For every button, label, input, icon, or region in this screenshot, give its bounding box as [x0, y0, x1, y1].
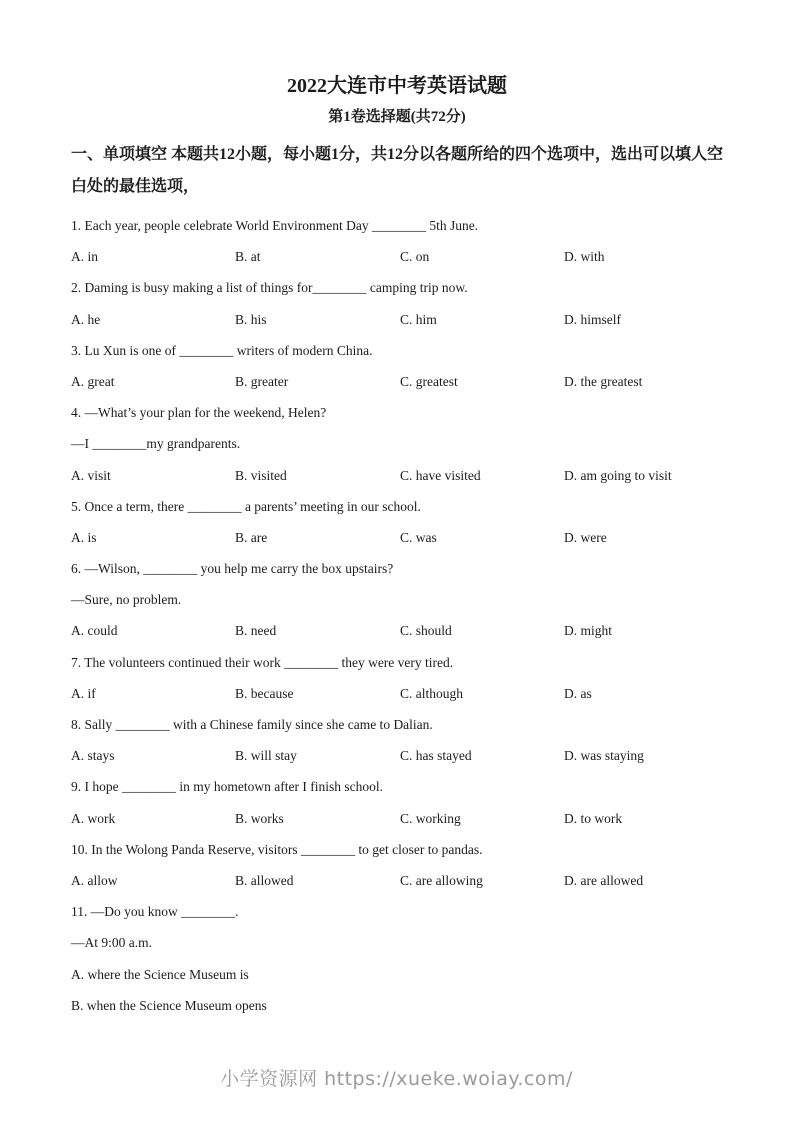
question-5-option-b: B. are — [235, 529, 268, 545]
question-1 — [71, 210, 723, 272]
question-9-option-d: D. to work — [564, 810, 623, 826]
question-10-option-b: B. allowed — [235, 872, 294, 888]
question-6-option-a: A. could — [71, 623, 118, 639]
question-11-text: 11. —Do you know ________. — [71, 904, 239, 920]
question-4-option-b: B. visited — [235, 467, 287, 483]
question-6 — [71, 553, 723, 647]
question-2-option-d: D. himself — [564, 311, 621, 327]
question-2-option-b: B. his — [235, 311, 267, 327]
question-10-option-c: C. are allowing — [400, 872, 483, 888]
question-1-options — [71, 241, 723, 272]
question-11-option-a: A. where the Science Museum is — [71, 966, 249, 982]
question-9-option-a: A. work — [71, 810, 116, 826]
question-4-option-c: C. have visited — [400, 467, 481, 483]
question-11-text-2: —At 9:00 a.m. — [71, 935, 152, 951]
question-4-text-2: —I ________my grandparents. — [71, 436, 241, 452]
question-8-option-b: B. will stay — [235, 748, 297, 764]
question-8-option-d: D. was staying — [564, 748, 644, 764]
question-5 — [71, 491, 723, 553]
question-4 — [71, 397, 723, 491]
question-1-option-d: D. with — [564, 249, 605, 265]
question-7-option-c: C. although — [400, 685, 463, 701]
question-1-option-c: C. on — [400, 249, 430, 265]
question-7-text: 7. The volunteers continued their work ________ they were very tired. — [71, 654, 454, 670]
question-8-options — [71, 740, 723, 771]
question-3-text: 3. Lu Xun is one of ________ writers of modern China. — [71, 342, 373, 358]
question-6-option-b: B. need — [235, 623, 277, 639]
question-6-options — [71, 615, 723, 646]
question-2-option-a: A. he — [71, 311, 101, 327]
page-subtitle: 第1卷选择题(共72分) — [328, 109, 466, 125]
question-3 — [71, 335, 723, 397]
question-2-options — [71, 304, 723, 335]
question-6-option-c: C. should — [400, 623, 452, 639]
question-3-option-c: C. greatest — [400, 373, 458, 389]
question-7 — [71, 647, 723, 709]
question-5-options — [71, 522, 723, 553]
question-9-option-c: C. working — [400, 810, 461, 826]
question-7-option-d: D. as — [564, 685, 592, 701]
question-2-text: 2. Daming is busy making a list of things for________ camping trip now. — [71, 280, 468, 296]
question-3-options — [71, 366, 723, 397]
page-title: 2022大连市中考英语试题 — [287, 75, 507, 97]
question-7-option-a: A. if — [71, 685, 96, 701]
question-6-text-2: —Sure, no problem. — [71, 592, 182, 608]
question-3-option-a: A. great — [71, 373, 115, 389]
question-5-option-a: A. is — [71, 529, 97, 545]
question-9 — [71, 771, 723, 833]
question-4-option-d: D. am going to visit — [564, 467, 672, 483]
question-4-option-a: A. visit — [71, 467, 111, 483]
question-10-options — [71, 865, 723, 896]
question-9-text: 9. I hope ________ in my hometown after I finish school. — [71, 779, 383, 795]
section-heading: 一、单项填空 本题共12小题，每小题1分，共12分以各题所给的四个选项中，选出可以填人空白处的最佳选项， — [71, 146, 724, 195]
footer-credit: 小学资源网 https://xueke.woiay.com/ — [220, 1068, 573, 1090]
question-9-option-b: B. works — [235, 810, 284, 826]
question-9-options — [71, 803, 723, 834]
question-1-text: 1. Each year, people celebrate World Environment Day ________ 5th June. — [71, 218, 479, 233]
question-2-option-c: C. him — [400, 311, 437, 327]
question-4-options — [71, 460, 723, 491]
question-2 — [71, 272, 723, 334]
question-11-option-b: B. when the Science Museum opens — [71, 997, 267, 1013]
question-1-option-a: A. in — [71, 249, 98, 265]
question-5-text: 5. Once a term, there ________ a parents’ meeting in our school. — [71, 498, 421, 514]
question-10 — [71, 834, 723, 896]
question-6-text: 6. —Wilson, ________ you help me carry the box upstairs? — [71, 561, 394, 577]
question-8-text: 8. Sally ________ with a Chinese family since she came to Dalian. — [71, 717, 433, 732]
question-1-option-b: B. at — [235, 249, 261, 265]
question-8 — [71, 709, 723, 771]
question-4-text: 4. —What’s your plan for the weekend, Helen? — [71, 405, 327, 421]
question-10-text: 10. In the Wolong Panda Reserve, visitors ________ to get closer to pandas. — [71, 841, 483, 857]
question-11 — [71, 896, 723, 1021]
question-5-option-c: C. was — [400, 529, 437, 545]
question-5-option-d: D. were — [564, 529, 607, 545]
question-3-option-d: D. the greatest — [564, 373, 643, 389]
question-8-option-a: A. stays — [71, 748, 115, 764]
question-10-option-a: A. allow — [71, 872, 118, 888]
question-list — [71, 210, 723, 1021]
question-3-option-b: B. greater — [235, 373, 289, 389]
question-6-option-d: D. might — [564, 623, 613, 639]
question-7-option-b: B. because — [235, 685, 294, 701]
question-10-option-d: D. are allowed — [564, 872, 644, 888]
question-8-option-c: C. has stayed — [400, 748, 472, 764]
question-7-options — [71, 678, 723, 709]
